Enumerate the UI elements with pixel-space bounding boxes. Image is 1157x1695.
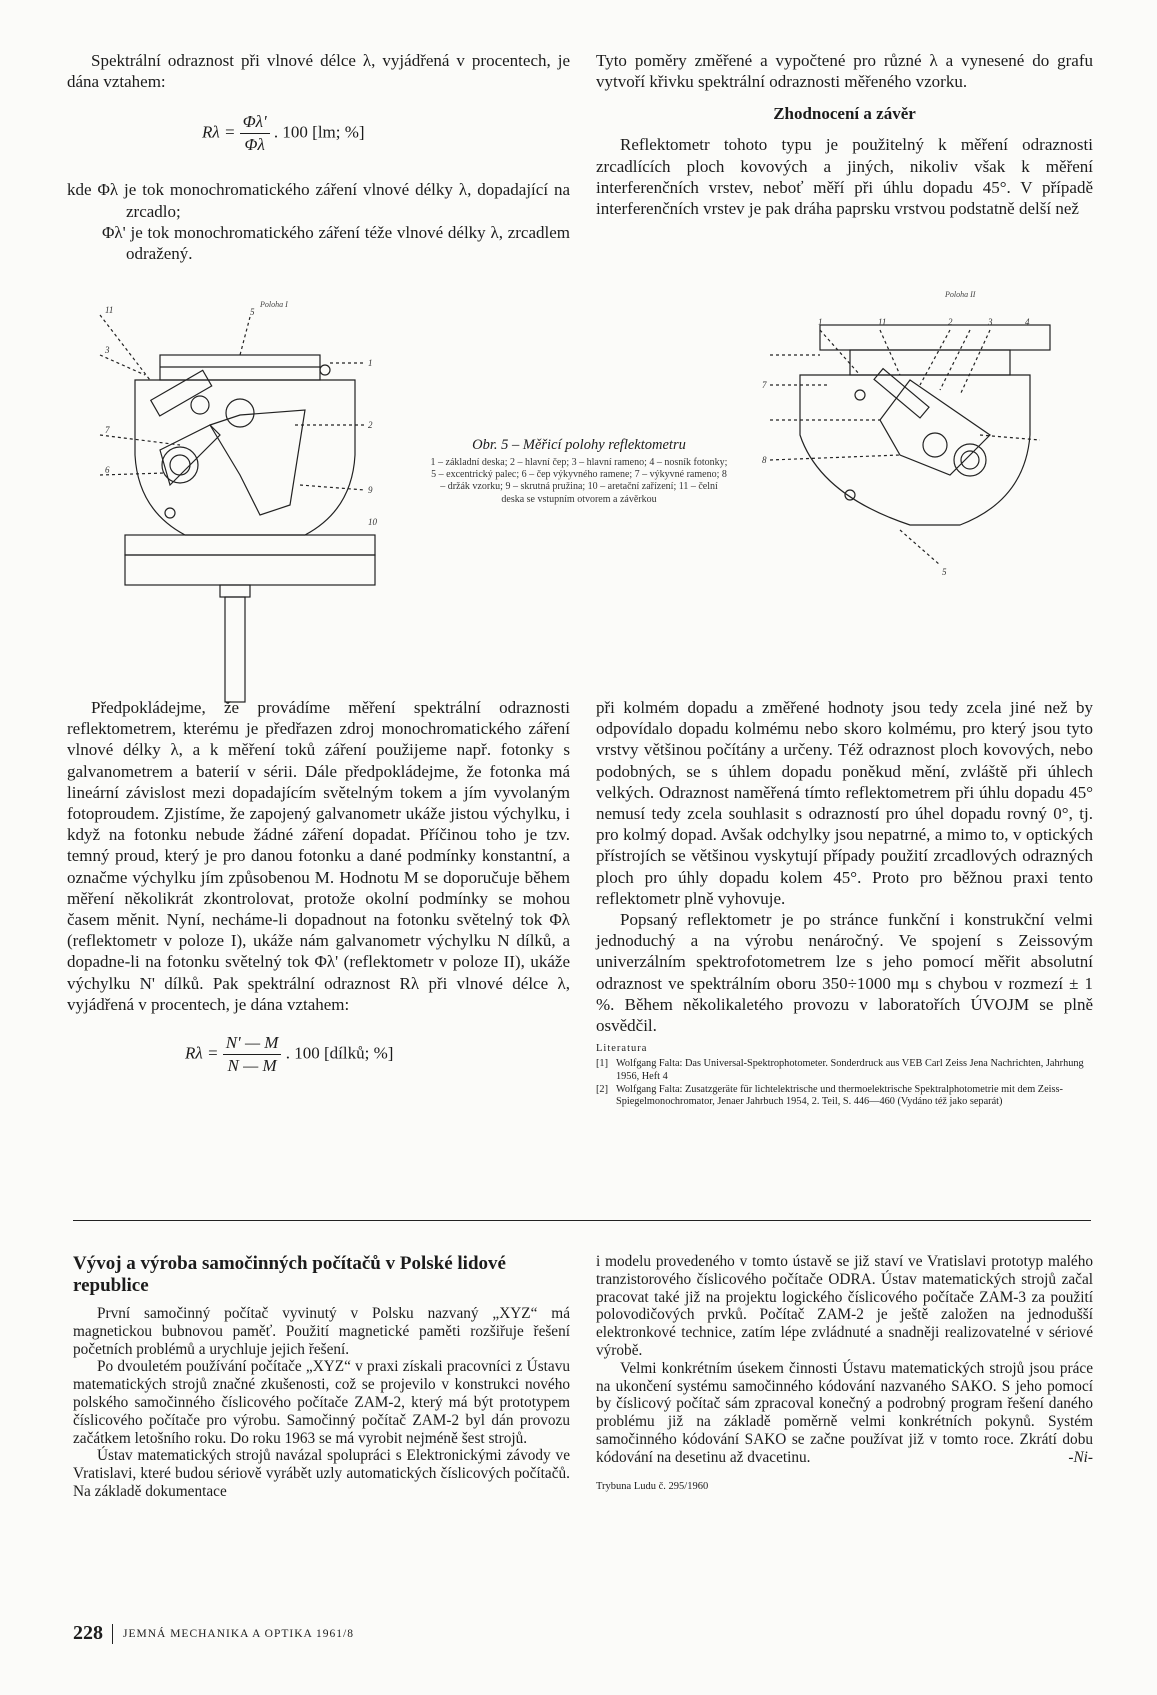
section-heading-conclusion: Zhodnocení a závěr (773, 104, 916, 124)
literature-heading: Literatura (596, 1043, 648, 1055)
measurement-paragraph: Předpokládejme, že provádíme měření spektrální odraznosti reflektometrem, kterému je předřazen zdroj monochromatického záření vlnové délky λ, a k měření toků záření použijeme např. fotonky s galvanometrem a baterií v sérii. Dále předpokládejme, že fotonka má lineární závislost mezi dopadajícím světelným tokem a jím vyvolaným fotoproudem. Zjistíme, že zapojený galvanometr ukáže jistou výchylku, i když na fotonku nebude žádné záření dopadat. Příčinou toho je tzv. temný proud, který je pro danou fotonku a dané podmínky konstantní, a označme výchylku jím způsobenou M. Hodnotu M se doporučuje během měření několikrát zkontrolovat, protože okolní podmínky se mohou časem měnit. Nyní, necháme-li dopadnout na fotonku světelný tok Φλ (reflektometr v poloze I), ukáže nám galvanometr výchylku N dílků, a dopadne-li na fotonku světelný tok Φλ' (reflektometr v poloze II), ukáže výchylku N' dílků. Pak spektrální odraznost Rλ při vlnové délce λ, vyjádřená v procentech, je dána vztahem: (67, 698, 570, 1014)
article-title: Vývoj a výroba samočinných počítačů v Polské lidové republice (73, 1253, 506, 1296)
article-right-column (596, 1253, 1093, 1492)
diagram-position-2 (760, 285, 1100, 585)
journal-name: JEMNÁ MECHANIKA A OPTIKA 1961/8 (123, 1627, 354, 1640)
r-label-8: 8 (762, 455, 767, 465)
middle-left-column (67, 697, 570, 1076)
r-label-3: 3 (988, 317, 993, 327)
r-label-11: 11 (878, 317, 887, 327)
label-5: 5 (250, 307, 255, 317)
figure-reflectometer (0, 285, 1157, 705)
label-3: 3 (105, 345, 110, 355)
r-label-5: 5 (942, 567, 947, 577)
formula2-denominator: N — M (227, 1056, 277, 1076)
reference-number: [2] (596, 1084, 609, 1096)
position-label-2: Poloha II (945, 290, 976, 299)
angle-paragraph: při kolmém dopadu a změřené hodnoty jsou tedy zcela jiné než by odpovídalo dopadu kolmému nebo skoro kolmému, pro který jsou tyto vrstvy většinou počítány a určeny. Též odraznost ploch kovových, nebo podobných, se s úhlem dopadu poněkud mění, zvláště při úhlech velkých. Odraznost naměřená tímto reflektometrem při úhlu dopadu 45° nemusí tedy zcela souhlasit s odrazností pro úhel dopadu rovný 0°, tj. pro kolmý dopad. Avšak odchylky jsou nepatrné, a mimo to, v optických přístrojích se většinou vyskytují případy použití zrcadlových odrazných ploch pro úhly dopadu kolem 45°. Proto pro běžnou praxi tento reflektometr plně vyhovuje. (596, 698, 1093, 908)
top-right-column (596, 50, 1093, 219)
r-label-2: 2 (948, 317, 953, 327)
position-label: Poloha I (260, 300, 288, 309)
formula-numerator: Φλ' (240, 112, 270, 134)
r-label-7: 7 (762, 380, 767, 390)
conclusion-paragraph: Reflektometr tohoto typu je použitelný k měření odraznosti zrcadlících ploch kovových a jiných, nikoliv však k měření interferenčních vrstev, neboť měří při úhlu dopadu 45°. V případě interferenčních vrstev je pak dráha paprsku vrstvou podstatně delší než (596, 135, 1093, 219)
formula-fraction (240, 112, 270, 155)
formula-denominator: Φλ (244, 135, 265, 155)
article-paragraph-5-text: Velmi konkrétním úsekem činnosti Ústavu matematických strojů jsou práce na ukončení systému samočinného kódování nazvaného SAKO. S jeho pomocí by číslicový počítač sám zpracoval konečný a podrobný program řešení daného problému již na základě poměrně velmi konkrétních pokynů. Systém samočinného kódování SAKO se začne používat již v tomto roce. Zkrátí dobu kódování na desetinu až dvacetinu. (596, 1359, 1093, 1466)
top-left-column (67, 50, 570, 264)
article-paragraph-3: Ústav matematických strojů navázal spolupráci s Elektronickými závody ve Vratislavi, které budou sériově vyrábět uzly automatických číslicových počítačů. Na základě dokumentace (73, 1447, 570, 1500)
figure-legend: 1 – základní deska; 2 – hlavní čep; 3 – hlavní rameno; 4 – nosník fotonky; 5 – excentrický palec; 6 – čep výkyvného ramene; 7 – výkyvné rameno; 8 – držák vzorku; 9 – skrutná pružina; 10 – aretační zařízení; 11 – čelní deska se vstupním otvorem a závěrkou (430, 457, 728, 505)
label-11: 11 (105, 305, 114, 315)
label-6: 6 (105, 465, 110, 475)
label-2: 2 (368, 420, 373, 430)
article-paragraph-1: První samočinný počítač vyvinutý v Polsku nazvaný „XYZ“ má magnetickou bubnovou paměť. Použití magnetické paměti rozšiřuje řešení početních problémů a urychluje jejich řešení. (73, 1305, 570, 1358)
reference-text: Wolfgang Falta: Das Universal-Spektrophotometer. Sonderdruck aus VEB Carl Zeiss Jena Nachrichten, Jahrhung 1956, Heft 4 (616, 1058, 1084, 1082)
ratio-paragraph: Tyto poměry změřené a vypočtené pro různé λ a vynesené do grafu vytvoří křivku spektrální odraznosti měřeného vzorku. (596, 51, 1093, 92)
article-source: Trybuna Ludu č. 295/1960 (596, 1480, 709, 1492)
formula2-fraction (223, 1033, 282, 1076)
r-label-1: 1 (818, 317, 823, 327)
article-paragraph-4: i modelu provedeného v tomto ústavě se již staví ve Vratislavi prototyp malého tranzistorového číslicového počítače ODRA. Ústav matematických strojů začal pracovat také již na projektu logického číslicového počítače ZAM-3 za použití polovodičových prvků. Počítač ZAM-2 je ještě založen na jednodušší elektronkové technice, zatím lépe zvládnuté a snadněji realizovatelné v sériové výrobě. (596, 1253, 1093, 1359)
intro-paragraph: Spektrální odraznost při vlnové délce λ, vyjádřená v procentech, je dána vztahem: (67, 51, 570, 92)
label-9: 9 (368, 485, 373, 495)
formula-rest: . 100 [lm; %] (273, 122, 365, 142)
label-7: 7 (105, 425, 110, 435)
formula2-numerator: N' — M (223, 1033, 282, 1055)
definition-phi: kde Φλ je tok monochromatického záření vlnové délky λ, dopadající na zrcadlo; (67, 180, 570, 221)
formula-reflectance-flux (202, 112, 570, 155)
page-number: 228 (73, 1622, 103, 1644)
reference-2 (596, 1084, 1093, 1109)
article-paragraph-5 (596, 1360, 1093, 1467)
label-10: 10 (368, 517, 377, 527)
reference-1 (596, 1058, 1093, 1083)
article-left-column (73, 1253, 570, 1501)
formula-lhs: Rλ = (202, 122, 236, 142)
definition-phi-prime: Φλ' je tok monochromatického záření téže vlnové délky λ, zrcadlem odražený. (102, 222, 570, 264)
article-paragraph-2: Po dvouletém používání počítače „XYZ“ v praxi získali pracovníci z Ústavu matematických strojů značné zkušenosti, což se projevilo v konstrukci nového polského samočinného číslicového počítače ZAM-2, který má být prototypem číslicového počítače pro výrobu. Samočinný počítač ZAM-2 byl dán provozu začátkem letošního roku. Do roku 1963 se má vyrobit nejméně šest strojů. (73, 1358, 570, 1447)
article-signature: -Ni- (1068, 1448, 1093, 1466)
figure-title: Obr. 5 – Měřicí polohy reflektometru (472, 437, 686, 453)
section-divider (73, 1220, 1091, 1221)
summary-paragraph: Popsaný reflektometr je po stránce funkční i konstrukční velmi jednoduchý a na výrobu nenáročný. Ve spojení s Zeissovým univerzálním spektrofotometrem lze s jeho pomocí měřit absolutní odraznost ve spektrálním oboru 350÷1000 mμ s chybou v rozmezí ± 1 %. Během několikaletého provozu v laboratořích ÚVOJM se plně osvědčil. (596, 910, 1093, 1036)
page-footer (73, 1622, 354, 1645)
footer-separator (112, 1624, 113, 1644)
formula2-lhs: Rλ = (185, 1043, 219, 1063)
diagram-position-1 (90, 285, 420, 705)
figure-caption-block (430, 437, 728, 506)
formula2-rest: . 100 [dílků; %] (285, 1043, 394, 1063)
middle-right-column (596, 697, 1093, 1109)
formula-reflectance-deflection (185, 1033, 570, 1076)
label-1: 1 (368, 358, 373, 368)
r-label-4: 4 (1025, 317, 1030, 327)
reference-number: [1] (596, 1058, 609, 1070)
reference-text: Wolfgang Falta: Zusatzgeräte für lichtelektrische und thermoelektrische Spektralphotometrie mit dem Zeiss-Spiegelmonochromator, Jenaer Jahrbuch 1954, 2. Teil, S. 446—460 (Vydáno též jako separát) (616, 1084, 1063, 1108)
